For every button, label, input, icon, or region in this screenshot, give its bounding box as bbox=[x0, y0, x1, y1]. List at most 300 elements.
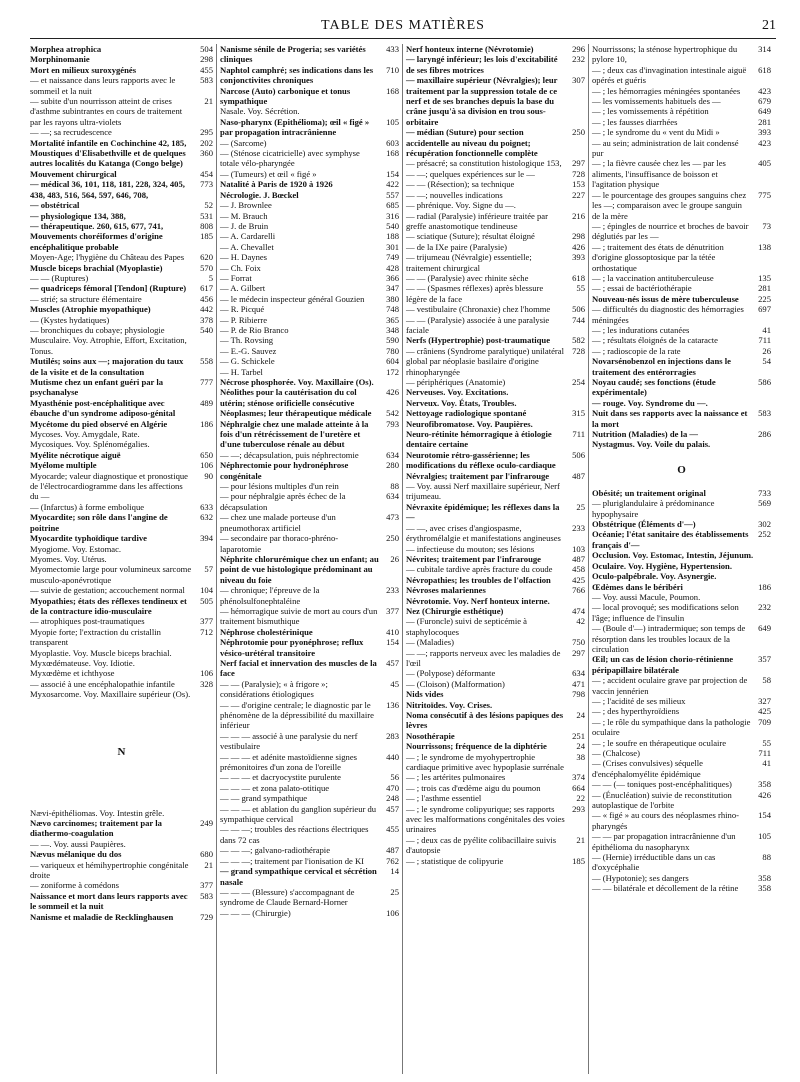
entry-text: — le médecin inspecteur général Gouzien bbox=[220, 293, 365, 304]
entry-page: 489 bbox=[200, 397, 213, 408]
entry-text: — — — (Blessure) s'accompagnant de syndrome de Claude Bernard-Horner bbox=[220, 886, 355, 908]
entry-text: Myxœdémateuse. Voy. Idiotie. bbox=[30, 657, 135, 668]
entry-text: Novarsénobenzol en injections dans le traitement des entérorragies bbox=[592, 356, 731, 377]
entry-text: — ; l'acidité de ses milieux bbox=[592, 695, 686, 706]
entry-text: — secondaire par thoraco-phréno-laparotomie bbox=[220, 533, 339, 554]
entry-text: Névrites; traitement par l'infrarouge bbox=[406, 553, 541, 564]
index-entry bbox=[220, 887, 399, 908]
entry-text: Nouveau-nés issus de mère tuberculeuse bbox=[592, 293, 739, 304]
index-entry bbox=[220, 866, 399, 887]
entry-text: — périphériques (Anatomie) bbox=[406, 377, 506, 387]
index-entry bbox=[30, 398, 213, 419]
entry-page: 302 bbox=[758, 519, 771, 530]
entry-page: 780 bbox=[386, 345, 399, 356]
entry-page: 301 bbox=[386, 241, 399, 252]
entry-text: — — (Ruptures) bbox=[30, 272, 89, 283]
index-entry bbox=[406, 544, 585, 554]
index-entry bbox=[30, 325, 213, 335]
entry-text: Mouvements choréiformes d'origine encéphalitique probable bbox=[30, 231, 163, 252]
entry-text: — (Infarctus) à forme embolique bbox=[30, 501, 145, 512]
index-entry bbox=[406, 398, 585, 408]
index-entry bbox=[220, 44, 399, 65]
entry-page: 377 bbox=[200, 616, 213, 627]
entry-page: 634 bbox=[572, 668, 585, 679]
entry-page: 426 bbox=[386, 387, 399, 398]
entry-text: Nécrologie. J. Bœckel bbox=[220, 189, 299, 200]
entry-page: 26 bbox=[762, 345, 771, 356]
entry-page: 711 bbox=[758, 748, 771, 758]
entry-text: Obésité; un traitement original bbox=[592, 487, 706, 498]
entry-text: — ; essai de bactériothérapie bbox=[592, 283, 692, 294]
index-entry bbox=[406, 335, 585, 345]
entry-page: 455 bbox=[200, 64, 213, 75]
entry-text: — J. de Bruin bbox=[220, 220, 269, 231]
index-entry bbox=[592, 242, 771, 273]
entry-text: Mouvement chirurgical bbox=[30, 168, 117, 179]
entry-text: — suivie de gestation; accouchement normal bbox=[30, 585, 185, 596]
index-entry bbox=[406, 596, 585, 606]
entry-page: 357 bbox=[758, 654, 771, 665]
index-entry bbox=[406, 606, 585, 616]
index-entry bbox=[406, 637, 585, 647]
entry-page: 393 bbox=[758, 127, 771, 138]
entry-text: — ; le soufre en thérapeutique oculaire bbox=[592, 737, 727, 748]
entry-text: — laryngé inférieur; les lois d'excitabilité de ses fibres motrices bbox=[406, 54, 558, 75]
entry-text: — (Tumeurs) et œil « figé » bbox=[220, 168, 317, 179]
entry-page: 366 bbox=[386, 272, 399, 283]
index-entry bbox=[592, 346, 771, 356]
entry-text: Oculo-palpébrale. Voy. Asynergie. bbox=[592, 571, 717, 582]
entry-page: 773 bbox=[200, 179, 213, 190]
entry-page: 710 bbox=[386, 64, 399, 75]
entry-page: 358 bbox=[758, 883, 771, 894]
entry-page: 57 bbox=[204, 564, 213, 575]
entry-text: — médian (Suture) pour section accidentelle au niveau du poignet; récupération fonctionnelle complète bbox=[406, 127, 538, 159]
entry-text: — sciatique (Suture); résultat éloigné bbox=[406, 231, 535, 242]
entry-page: 296 bbox=[572, 44, 585, 54]
entry-page: 232 bbox=[758, 602, 771, 613]
entry-text: Mortalité infantile en Cochinchine 42, 185, bbox=[30, 137, 187, 148]
entry-page: 55 bbox=[762, 737, 771, 748]
entry-text: — vestibulaire (Chronaxie) chez l'homme bbox=[406, 304, 551, 315]
entry-page: 749 bbox=[386, 252, 399, 263]
entry-page: 733 bbox=[758, 487, 771, 498]
index-entry bbox=[220, 772, 399, 782]
index-entry bbox=[592, 283, 771, 293]
entry-page: 649 bbox=[758, 623, 771, 634]
entry-page: 583 bbox=[200, 890, 213, 901]
column-3 bbox=[402, 44, 588, 1074]
index-entry bbox=[592, 738, 771, 748]
entry-text: — infectieuse du mouton; ses lésions bbox=[406, 543, 535, 554]
entry-text: Morphinomanie bbox=[30, 54, 90, 65]
entry-page: 766 bbox=[572, 585, 585, 596]
index-entry bbox=[406, 304, 585, 314]
index-entry bbox=[220, 273, 399, 283]
entry-page: 380 bbox=[386, 293, 399, 304]
index-entry bbox=[592, 561, 771, 571]
index-entry bbox=[30, 211, 213, 221]
entry-text: — H. Tarbel bbox=[220, 366, 263, 377]
entry-text: Océanie; l'état sanitaire des établissements français d'— bbox=[592, 529, 749, 550]
entry-text: — — (Paralysie) avec rhinite sèche bbox=[406, 272, 529, 283]
entry-page: 105 bbox=[386, 116, 399, 127]
entry-text: — ; résultats éloignés de la cataracte bbox=[592, 335, 718, 346]
index-entry bbox=[592, 519, 771, 529]
index-entry bbox=[30, 648, 213, 658]
entry-page: 394 bbox=[200, 533, 213, 544]
index-entry bbox=[30, 148, 213, 169]
index-entry bbox=[592, 810, 771, 831]
entry-text: Noyau caudé; ses fonctions (étude expérimentale) bbox=[592, 377, 716, 398]
page-number: 21 bbox=[762, 18, 776, 33]
index-entry bbox=[220, 783, 399, 793]
entry-text: — —. Voy. aussi Paupières. bbox=[30, 838, 126, 849]
entry-text: — P. de Rio Branco bbox=[220, 324, 289, 335]
entry-page: 531 bbox=[200, 210, 213, 221]
index-entry bbox=[406, 429, 585, 450]
entry-text: Myasthénie post-encéphalitique avec ébauche d'un syndrome adiposo-génital bbox=[30, 397, 176, 419]
entry-page: 590 bbox=[386, 335, 399, 346]
entry-text: — — —; galvano-radiothérapie bbox=[220, 845, 331, 856]
index-entry bbox=[220, 491, 399, 512]
index-entry bbox=[220, 169, 399, 179]
entry-page: 426 bbox=[758, 789, 771, 800]
index-entry bbox=[220, 752, 399, 773]
entry-text: Nourrissons; la sténose hypertrophique du pylore 10, bbox=[592, 44, 738, 65]
entry-text: Néoplasmes; leur thérapeutique médicale bbox=[220, 408, 372, 419]
index-entry bbox=[406, 158, 585, 168]
index-entry bbox=[592, 273, 771, 283]
index-entry bbox=[406, 387, 585, 397]
entry-text: — ; les artérites pulmonaires bbox=[406, 772, 506, 783]
index-entry bbox=[30, 263, 213, 273]
index-entry bbox=[406, 190, 585, 200]
index-entry bbox=[592, 748, 771, 758]
index-entry bbox=[220, 804, 399, 825]
entry-page: 90 bbox=[204, 470, 213, 481]
index-entry bbox=[406, 835, 585, 856]
entry-page: 106 bbox=[386, 907, 399, 918]
index-entry bbox=[406, 377, 585, 387]
entry-page: 425 bbox=[572, 574, 585, 585]
index-entry bbox=[30, 544, 213, 554]
entry-page: 711 bbox=[572, 429, 585, 440]
index-entry bbox=[220, 460, 399, 481]
entry-page: 216 bbox=[572, 210, 585, 221]
entry-page: 487 bbox=[572, 553, 585, 564]
entry-page: 583 bbox=[758, 408, 771, 419]
entry-page: 793 bbox=[386, 418, 399, 429]
index-entry bbox=[406, 408, 585, 418]
entry-page: 185 bbox=[200, 231, 213, 242]
entry-page: 456 bbox=[200, 293, 213, 304]
index-entry bbox=[406, 679, 585, 689]
entry-text: — — — (Chirurgie) bbox=[220, 907, 291, 918]
entry-page: 298 bbox=[572, 231, 585, 242]
entry-text: — (Cloison) (Malformation) bbox=[406, 678, 505, 689]
entry-text: — E.-G. Sauvez bbox=[220, 345, 277, 356]
entry-page: 73 bbox=[762, 220, 771, 231]
entry-text: Nuit dans ses rapports avec la naissance et la mort bbox=[592, 408, 748, 429]
entry-page: 649 bbox=[758, 106, 771, 117]
entry-text: — pluriglandulaire à prédominance hypophysaire bbox=[592, 498, 715, 519]
entry-page: 316 bbox=[386, 210, 399, 221]
entry-text: Myomectomie large pour volumineux sarcome musculo-aponévrotique bbox=[30, 564, 192, 585]
index-entry bbox=[406, 283, 585, 304]
entry-text: Mutilés; soins aux —; majoration du taux de la visite et de la consultation bbox=[30, 356, 184, 377]
entry-text: Nystagmus. Voy. Voile du palais. bbox=[592, 439, 711, 450]
index-entry bbox=[220, 658, 399, 679]
index-entry bbox=[220, 908, 399, 918]
index-entry bbox=[406, 689, 585, 699]
entry-text: — ; accident oculaire grave par projection de vaccin jennérien bbox=[592, 675, 748, 696]
entry-text: Mycoses. Voy. Amygdale, Rate. bbox=[30, 429, 140, 440]
entry-page: 327 bbox=[758, 695, 771, 706]
index-entry bbox=[592, 356, 771, 377]
entry-text: Nerfs (Hypertrophie) post-traumatique bbox=[406, 335, 551, 346]
entry-page: 281 bbox=[758, 116, 771, 127]
index-entry bbox=[30, 138, 213, 148]
entry-text: — grand sympathique cervical et sécrétion nasale bbox=[220, 866, 377, 887]
entry-text: — A. Cardarelli bbox=[220, 231, 276, 242]
index-entry bbox=[220, 377, 399, 387]
index-entry bbox=[406, 481, 585, 502]
index-entry bbox=[220, 408, 399, 418]
index-entry bbox=[30, 127, 213, 137]
entry-text: — — bilatérale et décollement de la rétine bbox=[592, 883, 739, 894]
entry-page: 41 bbox=[762, 324, 771, 335]
index-entry bbox=[30, 315, 213, 325]
index-entry bbox=[406, 710, 585, 731]
index-entry bbox=[220, 387, 399, 408]
index-entry bbox=[406, 523, 585, 544]
entry-text: Natalité à Paris de 1920 à 1926 bbox=[220, 179, 333, 190]
entry-text: — atrophiques post-traumatiques bbox=[30, 616, 145, 627]
entry-text: Moyen-Age; l'hygiène du Château des Papes bbox=[30, 252, 185, 263]
index-entry bbox=[592, 582, 771, 592]
entry-text: — (Énucléation) suivie de reconstitution autoplastique de l'orbite bbox=[592, 789, 732, 811]
index-entry bbox=[406, 315, 585, 336]
entry-page: 186 bbox=[200, 418, 213, 429]
entry-page: 473 bbox=[386, 512, 399, 523]
index-entry bbox=[406, 783, 585, 793]
entry-page: 25 bbox=[390, 886, 399, 897]
index-entry bbox=[30, 304, 213, 314]
entry-text: — radial (Paralysie) inférieure traitée par greffe anastomotique tendineuse bbox=[406, 210, 548, 231]
index-entry bbox=[406, 793, 585, 803]
entry-text: Nanisme et maladie de Recklinghausen bbox=[30, 911, 174, 922]
entry-text: Névralgies; traitement par l'infrarouge bbox=[406, 470, 550, 481]
index-entry bbox=[220, 856, 399, 866]
entry-page: 506 bbox=[572, 304, 585, 315]
index-entry bbox=[30, 912, 213, 922]
entry-page: 298 bbox=[200, 54, 213, 65]
index-entry bbox=[30, 808, 213, 818]
entry-text: — quadriceps fémoral [Tendon] (Rupture) bbox=[30, 283, 187, 294]
index-entry bbox=[220, 231, 399, 241]
entry-text: Narcose (Auto) carbonique et tonus sympathique bbox=[220, 85, 351, 107]
index-entry bbox=[406, 648, 585, 669]
index-entry bbox=[592, 706, 771, 716]
entry-page: 56 bbox=[390, 772, 399, 783]
entry-page: 487 bbox=[572, 470, 585, 481]
entry-page: 433 bbox=[386, 44, 399, 54]
entry-page: 297 bbox=[572, 647, 585, 658]
index-entry bbox=[220, 263, 399, 273]
index-entry bbox=[592, 408, 771, 429]
entry-text: — ; statistique de colipyurie bbox=[406, 855, 504, 866]
index-entry bbox=[592, 398, 771, 408]
entry-page: 21 bbox=[204, 859, 213, 870]
index-entry bbox=[30, 658, 213, 668]
entry-text: Mycosiques. Voy. Splénomégalies. bbox=[30, 439, 150, 450]
entry-text: Œil; un cas de lésion chorio-rétinienne péripapillaire bilatérale bbox=[592, 654, 734, 675]
entry-page: 24 bbox=[576, 710, 585, 720]
entry-text: Nosothérapie bbox=[406, 730, 455, 741]
entry-text: — (Sarcome) bbox=[220, 137, 267, 148]
index-entry bbox=[30, 377, 213, 398]
entry-text: Myoplastie. Voy. Muscle biceps brachial. bbox=[30, 647, 172, 658]
entry-text: — ; radioscopie de la rate bbox=[592, 345, 681, 356]
index-entry bbox=[30, 419, 213, 429]
entry-page: 603 bbox=[386, 137, 399, 148]
entry-page: 252 bbox=[758, 529, 771, 540]
index-entry bbox=[406, 772, 585, 782]
entry-page: 14 bbox=[390, 866, 399, 877]
entry-page: 377 bbox=[200, 880, 213, 891]
entry-text: Obstétrique (Éléments d'—) bbox=[592, 519, 696, 530]
entry-page: 582 bbox=[572, 335, 585, 346]
entry-page: 680 bbox=[200, 849, 213, 860]
entry-page: 286 bbox=[758, 429, 771, 440]
entry-page: 202 bbox=[200, 137, 213, 148]
entry-text: Moustiques d'Elisabethville et de quelques autres localités du Katanga (Congo belge) bbox=[30, 148, 186, 169]
index-entry bbox=[30, 231, 213, 252]
entry-text: Nerf honteux interne (Névrotomie) bbox=[406, 44, 534, 54]
entry-text: — les vomissements habituels des — bbox=[592, 96, 721, 107]
entry-text: Nettoyage radiologique spontané bbox=[406, 408, 527, 419]
index-entry bbox=[220, 294, 399, 304]
entry-text: — (Sténose cicatricielle) avec symphyse totale vélo-pharyngée bbox=[220, 148, 360, 169]
index-entry bbox=[220, 637, 399, 658]
entry-page: 426 bbox=[572, 241, 585, 252]
entry-text: Nez (Chirurgie esthétique) bbox=[406, 605, 504, 616]
entry-text: Nécrose phosphorée. Voy. Maxillaire (Os). bbox=[220, 377, 374, 387]
index-entry bbox=[406, 564, 585, 574]
index-entry bbox=[30, 839, 213, 849]
entry-page: 45 bbox=[390, 678, 399, 689]
index-entry bbox=[592, 96, 771, 106]
entry-page: 620 bbox=[200, 252, 213, 263]
entry-text: — ; le syndrome de myohypertrophie cardiaque primitive avec hypoplasie surrénale bbox=[406, 751, 564, 773]
index-entry bbox=[592, 304, 771, 325]
index-entry bbox=[592, 44, 771, 65]
entry-page: 55 bbox=[576, 283, 585, 294]
column-2 bbox=[216, 44, 402, 1074]
entry-text: — bronchiques du cobaye; physiologie bbox=[30, 324, 165, 335]
entry-text: Néphrite chlorurémique chez un enfant; au point de vue histologique prédominant au niveau du foie bbox=[220, 553, 379, 585]
entry-text: — maxillaire supérieur (Névralgies); leur traitement par la suppression totale de ce nerf et de ses branches depuis la base du crâne jusqu'à sa division en trou sous-orbitaire bbox=[406, 75, 558, 127]
entry-text: — obstétrical bbox=[30, 200, 80, 211]
entry-page: 360 bbox=[200, 148, 213, 159]
entry-text: — (Maladies) bbox=[406, 637, 454, 648]
entry-page: 540 bbox=[200, 324, 213, 335]
entry-page: 52 bbox=[204, 200, 213, 211]
section-letter: O bbox=[677, 463, 686, 476]
entry-page: 153 bbox=[572, 179, 585, 190]
entry-page: 22 bbox=[576, 793, 585, 804]
index-entry bbox=[406, 700, 585, 710]
entry-text: — A. Chevallet bbox=[220, 241, 274, 252]
entry-page: 358 bbox=[758, 872, 771, 883]
entry-page: 38 bbox=[576, 751, 585, 762]
entry-page: 188 bbox=[386, 231, 399, 242]
entry-page: 423 bbox=[758, 137, 771, 148]
entry-text: — G. Schickele bbox=[220, 356, 275, 367]
entry-text: — ; les vomissements à répétition bbox=[592, 106, 709, 117]
entry-page: 762 bbox=[386, 855, 399, 866]
entry-text: Muscle biceps brachial (Myoplastie) bbox=[30, 262, 163, 273]
entry-text: Mutisme chez un enfant guéri par la psychanalyse bbox=[30, 377, 164, 398]
entry-text: — ; la fièvre causée chez les — par les aliments, l'insuffisance de boisson et l'agitation physique bbox=[592, 158, 726, 190]
entry-page: 744 bbox=[572, 314, 585, 325]
index-entry bbox=[220, 315, 399, 325]
entry-page: 154 bbox=[386, 637, 399, 648]
entry-text: Nævo carcinomes; traitement par la diathermo-coagulation bbox=[30, 818, 162, 839]
index-entry bbox=[592, 779, 771, 789]
entry-page: 88 bbox=[390, 481, 399, 492]
entry-page: 280 bbox=[386, 460, 399, 471]
entry-page: 729 bbox=[200, 911, 213, 922]
entry-text: — (Polypose) déformante bbox=[406, 668, 496, 679]
index-entry bbox=[30, 554, 213, 564]
entry-text: — (Furoncle) suivi de septicémie à staphylocoques bbox=[406, 616, 527, 637]
entry-page: 135 bbox=[758, 272, 771, 283]
index-entry bbox=[592, 221, 771, 242]
entry-text: Naphtol camphré; ses indications dans les conjonctivites chroniques bbox=[220, 64, 374, 86]
entry-page: 26 bbox=[390, 553, 399, 564]
entry-text: — chez une malade porteuse d'un pneumothorax artificiel bbox=[220, 512, 336, 533]
entry-text: Nerf facial et innervation des muscles de la face bbox=[220, 657, 377, 679]
entry-page: 458 bbox=[572, 564, 585, 575]
entry-page: 347 bbox=[386, 283, 399, 294]
entry-page: 569 bbox=[758, 498, 771, 509]
entry-page: 542 bbox=[386, 408, 399, 419]
index-entry bbox=[30, 169, 213, 179]
entry-page: 283 bbox=[386, 730, 399, 741]
entry-text: — (Chalcose) bbox=[592, 748, 640, 758]
index-entry bbox=[220, 845, 399, 855]
index-entry bbox=[30, 818, 213, 839]
entry-page: 314 bbox=[758, 44, 771, 54]
entry-text: — —; décapsulation, puis néphrectomie bbox=[220, 449, 359, 460]
entry-text: Neurotomie rétro-gassérienne; les modifications du réflexe oculo-cardiaque bbox=[406, 449, 556, 471]
section-letter: N bbox=[117, 745, 126, 758]
index-entry bbox=[592, 498, 771, 519]
index-entry bbox=[220, 242, 399, 252]
entry-page: 233 bbox=[572, 522, 585, 533]
entry-text: Névraxite épidémique; les réflexes dans la — bbox=[406, 501, 560, 523]
entry-text: Nanisme sénile de Progeria; ses variétés cliniques bbox=[220, 44, 366, 65]
index-entry bbox=[30, 252, 213, 262]
entry-text: — strié; sa structure élémentaire bbox=[30, 293, 142, 304]
entry-page: 505 bbox=[200, 595, 213, 606]
index-entry bbox=[30, 471, 213, 502]
entry-text: Nitritoïdes. Voy. Crises. bbox=[406, 699, 493, 710]
entry-page: 618 bbox=[572, 272, 585, 283]
index-entry bbox=[592, 429, 771, 439]
